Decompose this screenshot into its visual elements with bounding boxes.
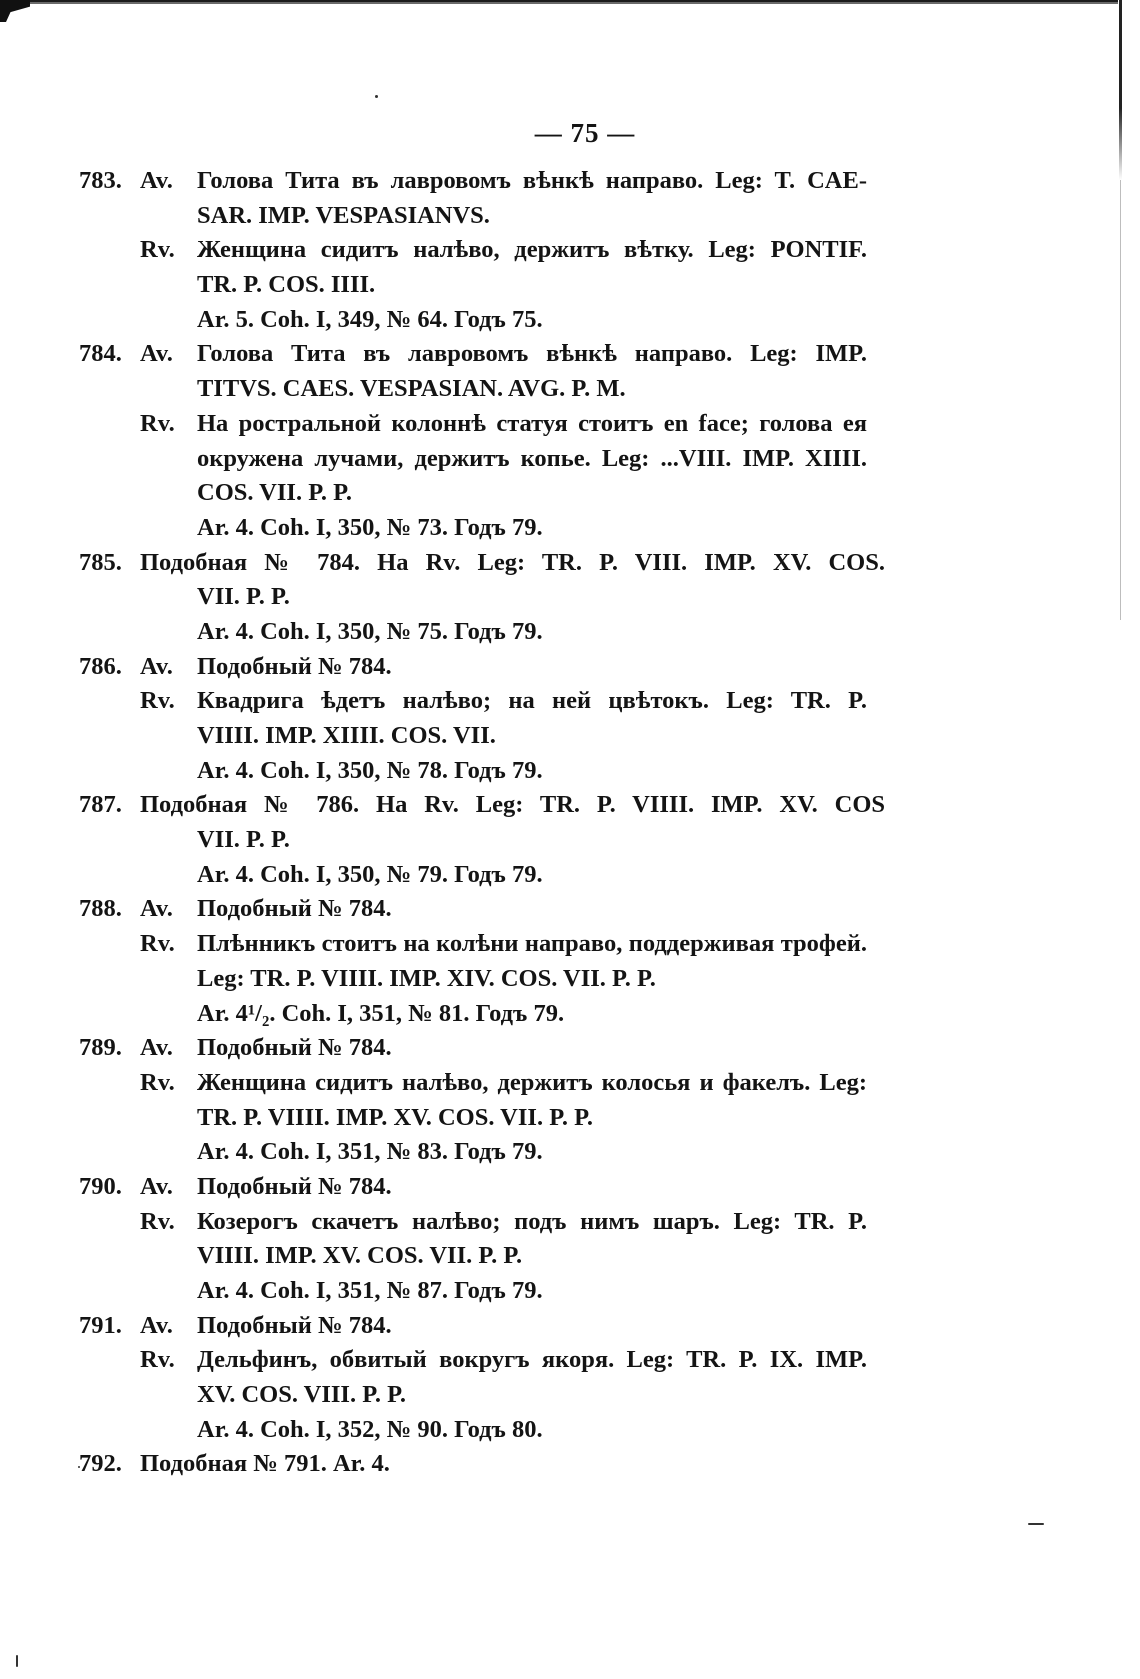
catalog-line	[70, 1378, 900, 1413]
obverse-tag: Av.	[140, 1172, 173, 1200]
entry-number: 789.	[79, 1034, 122, 1062]
reverse-text: Плѣнникъ стоитъ на колѣни направо, поддерживая трофей.	[197, 930, 867, 958]
catalog-line	[70, 199, 900, 234]
catalog-line	[70, 1066, 900, 1101]
reverse-text-continued: окружена лучами, держитъ копье. Leg: ...VIII. IMP. XIIII.	[197, 444, 867, 472]
reverse-text-continued: TR. P. COS. IIII.	[197, 271, 376, 299]
reverse-text: Женщина сидитъ налѣво, держитъ колосья и факелъ. Leg:	[197, 1068, 867, 1096]
obverse-tag: Av.	[140, 1034, 173, 1062]
catalog-line	[70, 1413, 900, 1448]
entry-number: 790.	[79, 1172, 122, 1200]
catalog-line	[70, 546, 900, 581]
scan-corner-mark	[0, 0, 30, 22]
catalog-line	[70, 1239, 900, 1274]
entry-number: 785.	[79, 548, 122, 576]
catalog-line	[70, 1031, 900, 1066]
reverse-tag: Rv.	[140, 1068, 175, 1096]
catalog-line	[70, 407, 900, 442]
catalog-line	[70, 858, 900, 893]
catalog-line	[70, 580, 900, 615]
reverse-tag: Rv.	[140, 236, 175, 264]
reverse-tag: Rv.	[140, 1346, 175, 1374]
obverse-text-continued: SAR. IMP. VESPASIANVS.	[197, 201, 490, 229]
obverse-tag: Av.	[140, 1311, 173, 1339]
catalog-line	[70, 1274, 900, 1309]
catalog-line	[70, 337, 900, 372]
metal-reference: Ar. 4. Coh. I, 350, № 79. Годъ 79.	[197, 860, 543, 888]
metal-reference: Ar. 4¹/₂. Coh. I, 351, № 81. Годъ 79.	[197, 999, 565, 1027]
scan-speck	[16, 1655, 18, 1667]
entry-text: Подобная № 786. На Rv. Leg: TR. P. VIIII. IMP. XV. COS	[140, 791, 885, 819]
reverse-tag: Rv.	[140, 687, 175, 715]
catalog-line	[70, 1135, 900, 1170]
catalog-line	[70, 962, 900, 997]
entry-text-continued: VII. P. P.	[197, 583, 290, 611]
obverse-text: Подобный № 784.	[197, 1034, 392, 1062]
metal-reference: Ar. 5. Coh. I, 349, № 64. Годъ 75.	[197, 305, 543, 333]
catalog-line	[70, 164, 900, 199]
catalog-line	[70, 1343, 900, 1378]
obverse-text: Подобный № 784.	[197, 1311, 392, 1339]
catalog-line	[70, 927, 900, 962]
reverse-text-continued: VIIII. IMP. XV. COS. VII. P. P.	[197, 1242, 523, 1270]
entry-number: 787.	[79, 791, 122, 819]
catalog-line	[70, 1205, 900, 1240]
entry-number: 791.	[79, 1311, 122, 1339]
entry-text: Подобная № 784. На Rv. Leg: TR. P. VIII. IMP. XV. COS.	[140, 548, 885, 576]
obverse-tag: Av.	[140, 895, 173, 923]
obverse-tag: Av.	[140, 167, 173, 194]
catalog-line	[70, 1309, 900, 1344]
reverse-tag: Rv.	[140, 930, 175, 958]
catalog-line	[70, 1170, 900, 1205]
reverse-text-continued: COS. VII. P. P.	[197, 479, 353, 507]
catalog-line	[70, 788, 900, 823]
obverse-text: Подобный № 784.	[197, 895, 392, 923]
entry-text: Подобная № 791. Ar. 4.	[140, 1450, 390, 1478]
entry-number: 788.	[79, 895, 122, 923]
catalog-line	[70, 615, 900, 650]
reverse-text: Дельфинъ, обвитый вокругъ якоря. Leg: TR. P. IX. IMP.	[197, 1346, 867, 1374]
reverse-text-continued: VIIII. IMP. XIIII. COS. VII.	[197, 722, 496, 749]
metal-reference: Ar. 4. Coh. I, 350, № 75. Годъ 79.	[197, 617, 543, 645]
catalog-line	[70, 892, 900, 927]
scan-speck	[375, 95, 378, 98]
entry-number: 784.	[79, 340, 122, 368]
entry-number: 783.	[79, 167, 122, 194]
catalog-line	[70, 303, 900, 338]
obverse-text: Подобный № 784.	[197, 652, 392, 680]
obverse-tag: Av.	[140, 652, 173, 680]
reverse-text: Женщина сидитъ налѣво, держитъ вѣтку. Leg: PONTIF.	[197, 236, 867, 264]
obverse-tag: Av.	[140, 340, 173, 368]
catalog-line	[70, 233, 900, 268]
coin-catalog	[70, 164, 900, 1482]
scan-top-edge	[0, 0, 1118, 7]
reverse-tag: Rv.	[140, 409, 175, 437]
reverse-text-continued: XV. COS. VIII. P. P.	[197, 1381, 407, 1409]
catalog-line	[70, 684, 900, 719]
reverse-text: Козерогъ скачетъ налѣво; подъ нимъ шаръ. Leg: TR. P.	[197, 1207, 867, 1235]
obverse-text: Голова Тита въ лавровомъ вѣнкѣ направо. Leg: T. CAE-	[197, 167, 867, 194]
scan-right-edge	[1119, 0, 1122, 180]
entry-number: 792.	[79, 1450, 122, 1478]
obverse-text: Подобный № 784.	[197, 1172, 392, 1200]
catalog-line	[70, 511, 900, 546]
metal-reference: Ar. 4. Coh. I, 351, № 83. Годъ 79.	[197, 1138, 543, 1166]
reverse-text: На ростральной колоннѣ статуя стоитъ en face; голова ея	[197, 409, 867, 437]
entry-text-continued: VII. P. P.	[197, 826, 290, 854]
catalog-line	[70, 754, 900, 789]
catalog-line	[70, 719, 900, 754]
entry-number: 786.	[79, 652, 122, 680]
catalog-line	[70, 650, 900, 685]
catalog-line	[70, 997, 900, 1032]
catalog-line	[70, 372, 900, 407]
page-number: — 75 —	[534, 118, 636, 148]
metal-reference: Ar. 4. Coh. I, 352, № 90. Годъ 80.	[197, 1415, 543, 1443]
catalog-line	[70, 823, 900, 858]
catalog-line	[70, 1447, 900, 1482]
scan-right-edge-thin	[1120, 180, 1121, 620]
metal-reference: Ar. 4. Coh. I, 350, № 78. Годъ 79.	[197, 756, 543, 784]
catalog-line	[70, 268, 900, 303]
scan-speck	[1028, 1523, 1044, 1525]
obverse-text-continued: TITVS. CAES. VESPASIAN. AVG. P. M.	[197, 375, 626, 403]
obverse-text: Голова Тита въ лавровомъ вѣнкѣ направо. Leg: IMP.	[197, 340, 867, 368]
catalog-line	[70, 476, 900, 511]
metal-reference: Ar. 4. Coh. I, 350, № 73. Годъ 79.	[197, 513, 543, 541]
catalog-line	[70, 442, 900, 477]
metal-reference: Ar. 4. Coh. I, 351, № 87. Годъ 79.	[197, 1277, 543, 1304]
reverse-text: Квадрига ѣдетъ налѣво; на ней цвѣтокъ. Leg: TR. P.	[197, 687, 867, 715]
reverse-tag: Rv.	[140, 1207, 175, 1235]
catalog-line	[70, 1101, 900, 1136]
reverse-text-continued: Leg: TR. P. VIIII. IMP. XIV. COS. VII. P. P.	[197, 964, 656, 992]
reverse-text-continued: TR. P. VIIII. IMP. XV. COS. VII. P. P.	[197, 1103, 593, 1131]
